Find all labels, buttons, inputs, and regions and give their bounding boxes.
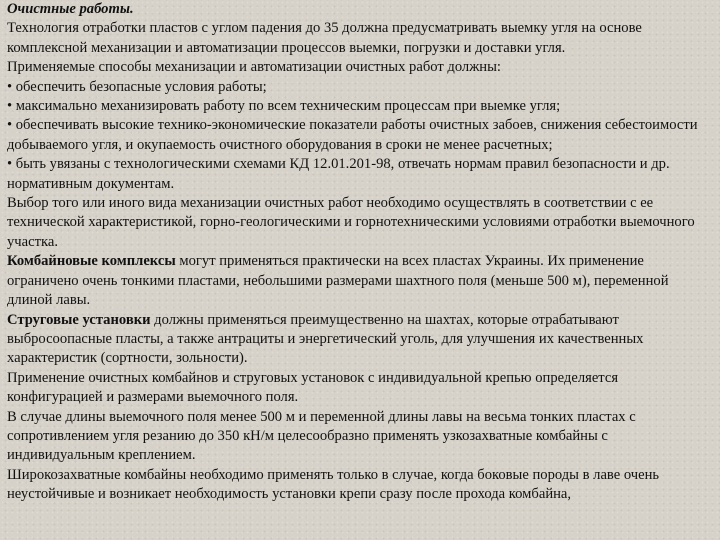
- paragraph-short-panel: В случае длины выемочного поля менее 500 м и переменной длины лавы на весьма тонких пластах с сопротивлением угля резанию до 350 кН/м целесообразно применять узкозахватные комбайны с индивидуальным креплением.: [7, 408, 636, 464]
- bullet-economics: • обеспечивать высокие технико-экономические показатели работы очистных забоев, снижения себестоимости добываемого угля, и окупаемость очистного оборудования в сроки не менее расчетных;: [7, 117, 698, 153]
- plow-units-text: должны применяться преимущественно на шахтах, которые отрабатывают выбросоопасные пласты, а также антрациты и энергетический уголь, для улучшения их качественных характеристик (сортности, зольности).: [7, 311, 644, 367]
- paragraph-application: Применение очистных комбайнов и струговых установок с индивидуальной крепью определяется конфигурацией и размерами выемочного поля.: [7, 369, 619, 406]
- paragraph-selection: Выбор того или иного вида механизации очистных работ необходимо осуществлять в соответствии с ее технической характеристикой, горно-геологическими и горнотехническими условиями отработки выемочного участка.: [7, 195, 695, 250]
- combine-complexes-text: могут применяться практически на всех пластах Украины. Их применение ограничено очень тонкими пластами, небольшими размерами шахтного поля (меньше 500 м), переменной длиной лавы.: [7, 253, 669, 309]
- term-plow-units: Струговые установки: [7, 311, 151, 328]
- paragraph-methods-intro: Применяемые способы механизации и автоматизации очистных работ должны:: [7, 59, 501, 76]
- bullet-standards: • быть увязаны с технологическими схемами КД 12.01.201-98, отвечать нормам правил безопасности и др. нормативным документам.: [7, 156, 670, 192]
- bullet-safety: • обеспечить безопасные условия работы;: [7, 78, 267, 95]
- paragraph-technology: Технология отработки пластов с углом падения до 35 должна предусматривать выемку угля на основе комплексной механизации и автоматизации процессов выемки, погрузки и доставки угля.: [7, 20, 642, 56]
- document-title: Очистные работы.: [7, 1, 134, 17]
- paragraph-combine-complexes: [7, 252, 714, 310]
- term-combine-complexes: Комбайновые комплексы: [7, 253, 176, 270]
- paragraph-plow-units: [7, 311, 714, 369]
- bullet-mechanize: • максимально механизировать работу по всем техническим процессам при выемке угля;: [7, 98, 561, 115]
- paragraph-wide-combines: Широкозахватные комбайны необходимо применять только в случае, когда боковые породы в лаве очень неустойчивые и возникает необходимость установки крепи сразу после прохода комбайна,: [7, 466, 660, 503]
